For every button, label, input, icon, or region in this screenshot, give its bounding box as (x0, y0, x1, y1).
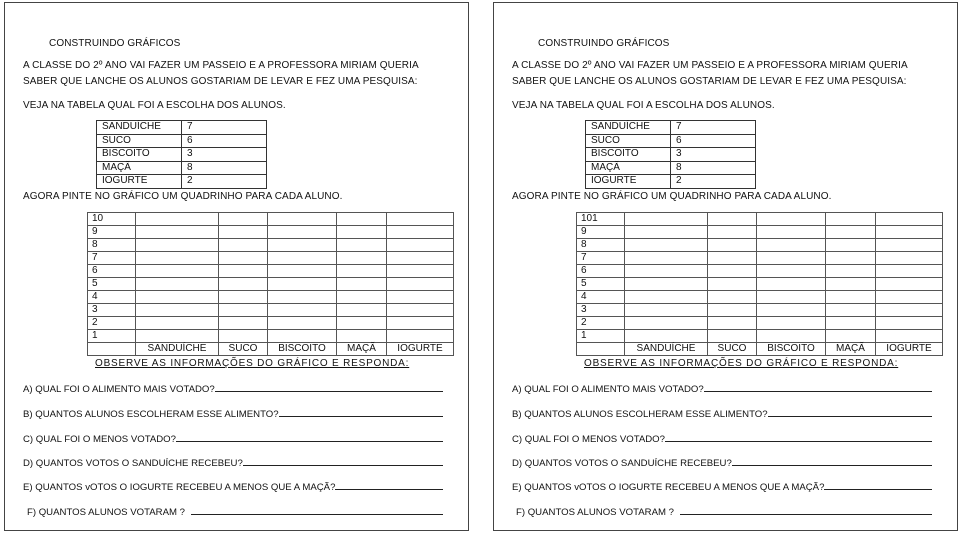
table-row (97, 134, 267, 148)
grid-cell[interactable] (757, 239, 826, 252)
grid-row-label: 9 (88, 226, 136, 239)
grid-column-label: SANDUÍCHE (136, 343, 219, 356)
grid-cell[interactable] (136, 278, 219, 291)
grid-cell[interactable] (708, 317, 757, 330)
grid-cell[interactable] (625, 278, 708, 291)
worksheet-title: CONSTRUINDO GRÁFICOS (49, 38, 181, 49)
grid-cell[interactable] (826, 278, 876, 291)
vote-count: 3 (182, 148, 267, 162)
grid-cell[interactable] (876, 304, 943, 317)
intro-line-1: A CLASSE DO 2º ANO VAI FAZER UM PASSEIO E A PROFESSORA MIRIAM QUERIA (23, 60, 419, 71)
grid-cell[interactable] (708, 226, 757, 239)
grid-cell[interactable] (757, 317, 826, 330)
food-item: MAÇÃ (97, 161, 182, 175)
grid-row-label: 1 (88, 330, 136, 343)
grid-cell[interactable] (757, 304, 826, 317)
question (27, 505, 443, 518)
grid-row (88, 291, 454, 304)
grid-cell[interactable] (337, 213, 387, 226)
grid-cell[interactable] (625, 330, 708, 343)
grid-cell[interactable] (136, 317, 219, 330)
grid-cell[interactable] (337, 330, 387, 343)
grid-column-label: MAÇÃ (337, 343, 387, 356)
answer-blank[interactable] (824, 480, 932, 490)
grid-column-label: SANDUÍCHE (625, 343, 708, 356)
grid-cell[interactable] (136, 213, 219, 226)
worksheet-page (493, 2, 958, 531)
grid-cell[interactable] (625, 213, 708, 226)
answer-blank[interactable] (176, 432, 443, 442)
grid-cell[interactable] (757, 265, 826, 278)
grid-row-label: 7 (577, 252, 625, 265)
grid-row-label: 4 (88, 291, 136, 304)
grid-cell[interactable] (708, 330, 757, 343)
grid-cell[interactable] (625, 226, 708, 239)
grid-cell[interactable] (268, 226, 337, 239)
grid-row (577, 291, 943, 304)
grid-row (577, 304, 943, 317)
grid-cell[interactable] (387, 252, 454, 265)
grid-cell[interactable] (826, 265, 876, 278)
grid-row-label: 7 (88, 252, 136, 265)
food-item: SUCO (97, 134, 182, 148)
table-row (97, 161, 267, 175)
grid-cell[interactable] (268, 304, 337, 317)
table-row (586, 161, 756, 175)
grid-cell[interactable] (708, 278, 757, 291)
table-instruction: VEJA NA TABELA QUAL FOI A ESCOLHA DOS ALUNOS. (512, 100, 775, 111)
answer-blank[interactable] (215, 382, 443, 392)
grid-cell[interactable] (268, 265, 337, 278)
observe-heading: OBSERVE AS INFORMAÇÕES DO GRÁFICO E RESPONDA: (95, 358, 410, 369)
grid-row (88, 226, 454, 239)
grid-row (577, 226, 943, 239)
grid-corner-cell (88, 343, 136, 356)
question (23, 456, 443, 469)
question (512, 432, 932, 445)
grid-cell[interactable] (876, 252, 943, 265)
table-row (586, 134, 756, 148)
vote-count: 2 (671, 175, 756, 189)
question-text: E) QUANTOS vOTOS O IOGURTE RECEBEU A MENOS QUE A MAÇÃ? (23, 482, 336, 493)
grid-cell[interactable] (219, 330, 268, 343)
grid-cell[interactable] (268, 213, 337, 226)
grid-cell[interactable] (337, 265, 387, 278)
grid-cell[interactable] (219, 278, 268, 291)
chart-instruction: AGORA PINTE NO GRÁFICO UM QUADRINHO PARA CADA ALUNO. (512, 191, 832, 202)
grid-row (577, 317, 943, 330)
worksheet-title: CONSTRUINDO GRÁFICOS (538, 38, 670, 49)
grid-cell[interactable] (826, 330, 876, 343)
question-text: D) QUANTOS VOTOS O SANDUÍCHE RECEBEU? (512, 458, 732, 469)
intro-line-2: SABER QUE LANCHE OS ALUNOS GOSTARIAM DE LEVAR E FEZ UMA PESQUISA: (512, 76, 907, 87)
grid-cell[interactable] (219, 304, 268, 317)
bar-chart-grid (87, 212, 454, 356)
grid-cell[interactable] (136, 330, 219, 343)
question (516, 505, 932, 518)
grid-cell[interactable] (708, 213, 757, 226)
grid-cell[interactable] (826, 291, 876, 304)
grid-cell[interactable] (708, 304, 757, 317)
grid-cell[interactable] (387, 226, 454, 239)
grid-cell[interactable] (387, 304, 454, 317)
grid-cell[interactable] (625, 265, 708, 278)
food-item: SANDUÍCHE (586, 121, 671, 135)
question-text: A) QUAL FOI O ALIMENTO MAIS VOTADO? (23, 384, 215, 395)
grid-row (577, 252, 943, 265)
question-text: B) QUANTOS ALUNOS ESCOLHERAM ESSE ALIMENTO? (23, 409, 279, 420)
grid-cell[interactable] (136, 252, 219, 265)
question-text: C) QUAL FOI O MENOS VOTADO? (512, 434, 665, 445)
grid-column-label: SUCO (219, 343, 268, 356)
grid-cell[interactable] (268, 330, 337, 343)
grid-cell[interactable] (219, 317, 268, 330)
grid-cell[interactable] (625, 239, 708, 252)
answer-blank[interactable] (680, 505, 932, 515)
grid-row (88, 239, 454, 252)
grid-row-label: 3 (88, 304, 136, 317)
grid-cell[interactable] (268, 252, 337, 265)
grid-cell[interactable] (826, 317, 876, 330)
question-text: D) QUANTOS VOTOS O SANDUÍCHE RECEBEU? (23, 458, 243, 469)
food-item: IOGURTE (586, 175, 671, 189)
grid-cell[interactable] (219, 252, 268, 265)
grid-cell[interactable] (337, 304, 387, 317)
question (23, 407, 443, 420)
grid-cell[interactable] (876, 213, 943, 226)
question-text: C) QUAL FOI O MENOS VOTADO? (23, 434, 176, 445)
question-text: B) QUANTOS ALUNOS ESCOLHERAM ESSE ALIMENTO? (512, 409, 768, 420)
grid-corner-cell (577, 343, 625, 356)
table-instruction: VEJA NA TABELA QUAL FOI A ESCOLHA DOS ALUNOS. (23, 100, 286, 111)
grid-cell[interactable] (337, 278, 387, 291)
answer-blank[interactable] (732, 456, 932, 466)
grid-column-label: SUCO (708, 343, 757, 356)
grid-column-label: BISCOITO (268, 343, 337, 356)
grid-cell[interactable] (708, 291, 757, 304)
grid-cell[interactable] (136, 304, 219, 317)
vote-count: 2 (182, 175, 267, 189)
answer-blank[interactable] (665, 432, 932, 442)
grid-row-label: 3 (577, 304, 625, 317)
grid-row (88, 213, 454, 226)
grid-cell[interactable] (757, 213, 826, 226)
grid-cell[interactable] (219, 213, 268, 226)
grid-cell[interactable] (708, 252, 757, 265)
question-text: E) QUANTOS vOTOS O IOGURTE RECEBEU A MENOS QUE A MAÇÃ? (512, 482, 825, 493)
chart-instruction: AGORA PINTE NO GRÁFICO UM QUADRINHO PARA CADA ALUNO. (23, 191, 343, 202)
answer-blank[interactable] (191, 505, 443, 515)
grid-cell[interactable] (387, 291, 454, 304)
grid-row-label: 5 (577, 278, 625, 291)
table-row (586, 121, 756, 135)
question-text: A) QUAL FOI O ALIMENTO MAIS VOTADO? (512, 384, 704, 395)
grid-cell[interactable] (876, 317, 943, 330)
answer-blank[interactable] (243, 456, 443, 466)
food-item: SUCO (586, 134, 671, 148)
grid-cell[interactable] (708, 265, 757, 278)
grid-row (88, 330, 454, 343)
answer-blank[interactable] (704, 382, 932, 392)
grid-row (577, 213, 943, 226)
grid-row-label: 4 (577, 291, 625, 304)
food-item: MAÇÃ (586, 161, 671, 175)
vote-count: 6 (182, 134, 267, 148)
question-text: F) QUANTOS ALUNOS VOTARAM ? (27, 507, 185, 518)
grid-cell[interactable] (826, 213, 876, 226)
intro-line-2: SABER QUE LANCHE OS ALUNOS GOSTARIAM DE LEVAR E FEZ UMA PESQUISA: (23, 76, 418, 87)
grid-row (577, 278, 943, 291)
table-row (586, 175, 756, 189)
grid-cell[interactable] (826, 252, 876, 265)
grid-cell[interactable] (337, 239, 387, 252)
grid-cell[interactable] (268, 317, 337, 330)
vote-count: 6 (671, 134, 756, 148)
grid-cell[interactable] (387, 278, 454, 291)
question (23, 480, 443, 493)
grid-cell[interactable] (219, 226, 268, 239)
grid-cell[interactable] (268, 239, 337, 252)
grid-cell[interactable] (876, 226, 943, 239)
question (23, 432, 443, 445)
food-item: BISCOITO (97, 148, 182, 162)
votes-table (585, 120, 756, 189)
grid-cell[interactable] (219, 291, 268, 304)
question (512, 407, 932, 420)
grid-cell[interactable] (136, 226, 219, 239)
grid-cell[interactable] (387, 330, 454, 343)
food-item: SANDUÍCHE (97, 121, 182, 135)
observe-heading: OBSERVE AS INFORMAÇÕES DO GRÁFICO E RESPONDA: (584, 358, 899, 369)
grid-cell[interactable] (337, 226, 387, 239)
grid-cell[interactable] (826, 304, 876, 317)
votes-table (96, 120, 267, 189)
vote-count: 8 (671, 161, 756, 175)
grid-cell[interactable] (219, 265, 268, 278)
grid-cell[interactable] (337, 252, 387, 265)
grid-row-label: 8 (577, 239, 625, 252)
grid-row-label: 8 (88, 239, 136, 252)
grid-cell[interactable] (337, 291, 387, 304)
grid-row-label: 2 (577, 317, 625, 330)
grid-row (577, 239, 943, 252)
food-item: BISCOITO (586, 148, 671, 162)
answer-blank[interactable] (335, 480, 443, 490)
grid-cell[interactable] (136, 239, 219, 252)
bar-chart-grid (576, 212, 943, 356)
grid-column-label: MAÇÃ (826, 343, 876, 356)
grid-label-row (577, 343, 943, 356)
grid-cell[interactable] (826, 239, 876, 252)
grid-row-label: 1 (577, 330, 625, 343)
grid-row (577, 265, 943, 278)
grid-column-label: BISCOITO (757, 343, 826, 356)
grid-cell[interactable] (876, 278, 943, 291)
grid-row-label: 9 (577, 226, 625, 239)
grid-row-label: 10 (88, 213, 136, 226)
grid-row (88, 252, 454, 265)
question-text: F) QUANTOS ALUNOS VOTARAM ? (516, 507, 674, 518)
answer-blank[interactable] (768, 407, 932, 417)
intro-line-1: A CLASSE DO 2º ANO VAI FAZER UM PASSEIO E A PROFESSORA MIRIAM QUERIA (512, 60, 908, 71)
question (512, 456, 932, 469)
grid-cell[interactable] (876, 265, 943, 278)
grid-row-label: 2 (88, 317, 136, 330)
grid-cell[interactable] (625, 252, 708, 265)
grid-row (88, 317, 454, 330)
grid-column-label: IOGURTE (387, 343, 454, 356)
vote-count: 7 (182, 121, 267, 135)
grid-cell[interactable] (826, 226, 876, 239)
grid-row (577, 330, 943, 343)
question (23, 382, 443, 395)
grid-cell[interactable] (387, 213, 454, 226)
grid-cell[interactable] (625, 291, 708, 304)
grid-cell[interactable] (757, 278, 826, 291)
worksheet-page (4, 2, 469, 531)
grid-cell[interactable] (387, 239, 454, 252)
grid-cell[interactable] (219, 239, 268, 252)
vote-count: 7 (671, 121, 756, 135)
grid-cell[interactable] (708, 239, 757, 252)
food-item: IOGURTE (97, 175, 182, 189)
grid-cell[interactable] (387, 265, 454, 278)
grid-row (88, 304, 454, 317)
grid-cell[interactable] (876, 330, 943, 343)
grid-cell[interactable] (268, 291, 337, 304)
vote-count: 8 (182, 161, 267, 175)
grid-row-label: 6 (88, 265, 136, 278)
grid-row (88, 278, 454, 291)
table-row (586, 148, 756, 162)
grid-column-label: IOGURTE (876, 343, 943, 356)
grid-cell[interactable] (387, 317, 454, 330)
grid-cell[interactable] (876, 239, 943, 252)
question (512, 382, 932, 395)
table-row (97, 175, 267, 189)
table-row (97, 148, 267, 162)
grid-cell[interactable] (757, 226, 826, 239)
grid-cell[interactable] (876, 291, 943, 304)
answer-blank[interactable] (279, 407, 443, 417)
grid-row (88, 265, 454, 278)
grid-label-row (88, 343, 454, 356)
grid-row-label: 6 (577, 265, 625, 278)
grid-cell[interactable] (757, 330, 826, 343)
grid-cell[interactable] (757, 291, 826, 304)
vote-count: 3 (671, 148, 756, 162)
question (512, 480, 932, 493)
table-row (97, 121, 267, 135)
grid-cell[interactable] (136, 291, 219, 304)
grid-cell[interactable] (625, 304, 708, 317)
grid-row-label: 101 (577, 213, 625, 226)
grid-cell[interactable] (136, 265, 219, 278)
grid-row-label: 5 (88, 278, 136, 291)
grid-cell[interactable] (625, 317, 708, 330)
grid-cell[interactable] (268, 278, 337, 291)
grid-cell[interactable] (337, 317, 387, 330)
grid-cell[interactable] (757, 252, 826, 265)
